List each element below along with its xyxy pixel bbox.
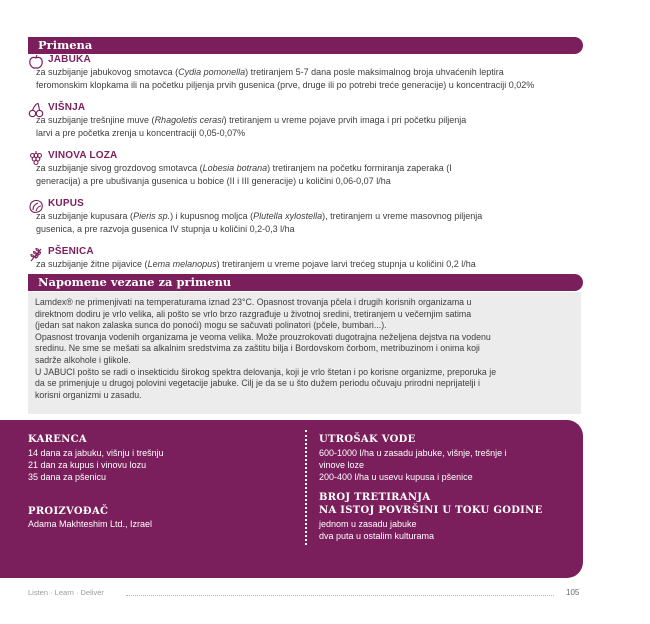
crop-name: PŠENICA xyxy=(48,246,94,257)
notes-line: korisni organizmi u zasadu. xyxy=(35,389,142,400)
crop-description xyxy=(36,162,588,187)
utrosak-title: UTROŠAK VODE xyxy=(319,434,416,445)
crop-description-line: gusenica, a pre razvoja gusenica IV stupnja u količini 0,2-0,3 l/ha xyxy=(36,223,295,234)
crop-name: VIŠNJA xyxy=(48,102,86,113)
crop-description xyxy=(36,258,588,271)
broj-line: dva puta u ostalim kulturama xyxy=(319,531,435,541)
notes-line: Opasnost trovanja vodenih organizama je veoma velika. Može prouzrokovati dugotrajna neželjena dejstva na vodenu xyxy=(35,331,491,342)
crop-description-line: larvi a pre početka zrenja u koncentraciji 0,05-0,07% xyxy=(36,127,246,138)
crop-name: KUPUS xyxy=(48,198,85,209)
primena-header xyxy=(28,37,583,54)
crop-description-line: za suzbijanje trešnjine muve (Rhagoletis cerasi) tretiranjem u vreme pojave prvih imaga i pri početku piljenja xyxy=(36,115,467,125)
proizvodjac-title: PROIZVOĐAČ xyxy=(28,506,109,517)
crop-name: VINOVA LOZA xyxy=(48,150,118,161)
notes-line: U JABUCI pošto se radi o insekticidu širokog spektra delovanja, koji je vrlo štetan i po korisne organizme, preporuka je xyxy=(35,366,497,377)
page-footer-slogan: Listen · Learn · Deliver xyxy=(28,588,104,597)
crop-description-line: za suzbijanje žitne pijavice (Lema melanopus) tretiranjem u vreme pojave larvi trećeg stupnja u količini 0,2 l/ha xyxy=(36,259,476,269)
species-name: Lema melanopus xyxy=(147,259,217,269)
utrosak-line: 600-1000 l/ha u zasadu jabuke, višnje, trešnje i xyxy=(319,448,507,458)
broj-subtitle: NA ISTOJ POVRŠINI U TOKU GODINE xyxy=(319,505,543,516)
crop-description-line: generacija) a pre ubušivanja gusenica u bobice (II i III generacije) u količini 0,06-0,07 l/ha xyxy=(36,175,391,186)
karenca-line: 35 dana za pšenicu xyxy=(28,472,107,482)
species-name: Rhagoletis cerasi xyxy=(154,115,224,125)
crop-description xyxy=(36,210,588,235)
crop-description xyxy=(36,114,588,139)
napomene-header xyxy=(28,274,583,291)
broj-line: jednom u zasadu jabuke xyxy=(319,519,417,529)
crop-description-line: za suzbijanje kupusara (Pieris sp.) i kupusnog moljca (Plutella xylostella), tretiranjem u vreme masovnog piljenja xyxy=(36,211,483,221)
crop-description xyxy=(36,66,588,91)
species-name: Pieris sp. xyxy=(133,211,171,221)
crop-description-line: za suzbijanje jabukovog smotavca (Cydia pomonella) tretiranjem 5-7 dana posle maksimalnog broja uhvaćenih leptira xyxy=(36,67,504,77)
utrosak-line: vinove loze xyxy=(319,460,365,470)
karenca-title: KARENCA xyxy=(28,434,87,445)
notes-line: sadrže alkohole i glikole. xyxy=(35,354,131,365)
crop-description-line: za suzbijanje sivog grozdovog smotavca (Lobesia botrana) tretiranjem na početku formiranja zaperaka (I xyxy=(36,163,452,173)
species-name: Lobesia botrana xyxy=(202,163,268,173)
karenca-line: 14 dana za jabuku, višnju i trešnju xyxy=(28,448,164,458)
species-name: Cydia pomonella xyxy=(178,67,246,77)
notes-line: (jedan sat nakon zalaska sunca do ponoći) mogu se sačuvati polinatori (pčele, bumbari...). xyxy=(35,320,387,331)
info-panel xyxy=(0,420,583,578)
karenca-line: 21 dan za kupus i vinovu lozu xyxy=(28,460,147,470)
footer-dotted-rule xyxy=(126,595,554,596)
notes-line: Lamdex® ne primenjivati na temperaturama iznad 23°C. Opasnost trovanja pčela i drugih korisnih organizama u xyxy=(35,297,472,307)
notes-text xyxy=(35,297,577,401)
broj-title: BROJ TRETIRANJA xyxy=(319,492,431,503)
notes-line: direktnom dodiru je vrlo velika, ali pošto se vrlo brzo razgrađuje u životnoj sredini, tretiranjem u večernjim satima xyxy=(35,308,472,319)
utrosak-line: 200-400 l/ha u usevu kupusa i pšenice xyxy=(319,472,473,482)
napomene-title: Napomene vezane za primenu xyxy=(38,275,232,289)
notes-line: sredinu. Ne sme se mešati sa alkalnim sredstvima za zaštitu bilja i Bordovskom čorbom, metribuzinom i onima koji xyxy=(35,343,480,354)
notes-line: da se primenjuje u drugoj polovini vegetacije jabuke. Cilj je da se u što dužem periodu očuvaju prirodni neprijatelji i xyxy=(35,378,480,389)
panel-divider xyxy=(305,430,307,545)
primena-title: Primena xyxy=(38,38,93,52)
page-number: 105 xyxy=(566,588,580,597)
proizvodjac-value: Adama Makhteshim Ltd., Izrael xyxy=(28,519,153,529)
crop-description-line: feromonskim klopkama ili na početku piljenja prvih gusenica (prve, druge ili po potrebi treće generacije) u koncentraciji 0,02% xyxy=(36,79,535,90)
crop-name: JABUKA xyxy=(48,54,91,65)
species-name: Plutella xylostella xyxy=(253,211,323,221)
